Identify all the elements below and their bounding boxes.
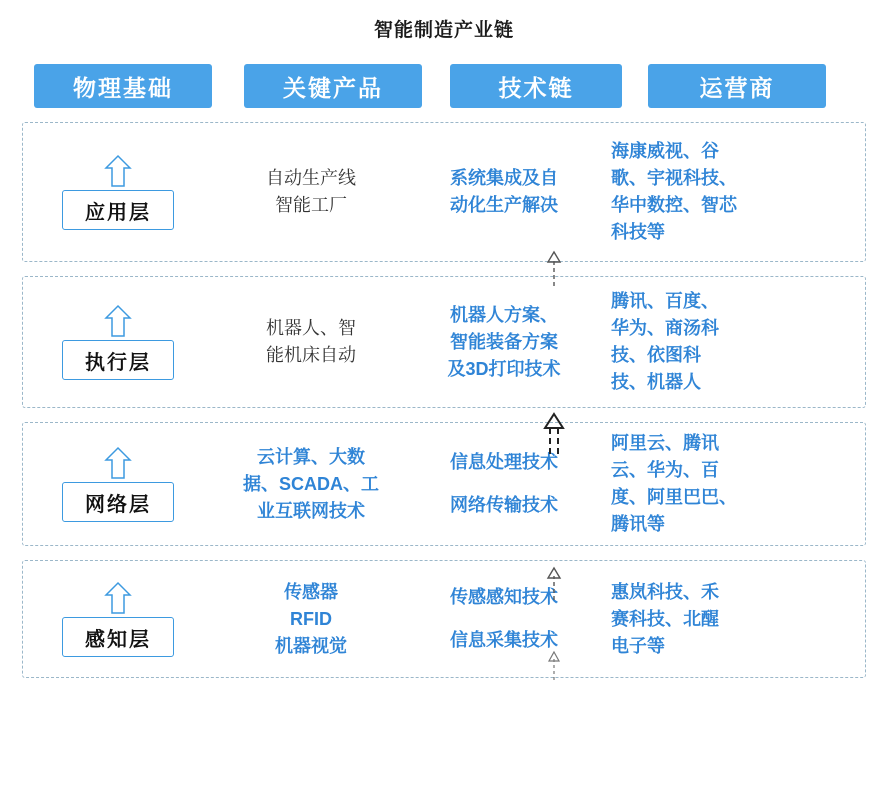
product-line: 据、SCADA、工	[242, 473, 379, 494]
product-line: 智能工厂	[275, 195, 347, 215]
layer-row	[22, 276, 866, 408]
layer-products	[213, 165, 409, 219]
layer-name-application: 应用层	[62, 190, 174, 230]
tech-line: 传感感知技术	[450, 587, 558, 607]
operator-line: 海康威视、谷	[611, 141, 719, 161]
operator-line: 华中数控、智芯	[611, 195, 737, 215]
operator-line: 腾讯、百度、	[611, 291, 719, 311]
operator-line: 度、阿里巴巴、	[611, 487, 737, 507]
layer-label-cell	[23, 581, 213, 657]
layer-name-network: 网络层	[62, 482, 174, 522]
tech-line: 信息采集技术	[450, 630, 558, 650]
column-header-operators: 运营商	[648, 64, 826, 108]
operator-line: 华为、商汤科	[611, 318, 719, 338]
product-line: 业互联网技术	[257, 500, 365, 521]
layer-row	[22, 122, 866, 262]
layer-rows	[0, 122, 888, 678]
tech-spacer	[409, 611, 599, 627]
dashed-arrow-up-icon	[542, 250, 566, 286]
operator-line: 科技等	[611, 222, 665, 242]
operator-line: 赛科技、北醒	[611, 608, 719, 629]
operator-line: 云、华为、百	[611, 460, 719, 480]
operator-line: 技、依图科	[611, 345, 701, 365]
tech-line: 信息处理技术	[450, 452, 558, 472]
arrow-up-icon	[103, 446, 133, 480]
page-title: 智能制造产业链	[373, 20, 514, 41]
arrow-up-icon	[103, 154, 133, 188]
operator-line: 惠岚科技、禾	[611, 581, 719, 602]
layer-tech	[409, 165, 599, 219]
arrow-up-icon	[103, 581, 133, 615]
product-line: 云计算、大数	[257, 446, 365, 467]
layer-operators	[599, 138, 865, 246]
layer-row	[22, 422, 866, 546]
layer-name-execution: 执行层	[62, 340, 174, 380]
operator-line: 阿里云、腾讯	[611, 433, 719, 453]
tech-spacer	[409, 476, 599, 492]
tech-line: 及3D打印技术	[447, 358, 561, 379]
product-line: 传感器	[284, 581, 338, 602]
layer-operators	[599, 430, 865, 538]
layer-products	[213, 579, 409, 660]
tech-line: 智能装备方案	[450, 331, 558, 352]
dashed-arrow-up-icon	[542, 566, 566, 600]
product-line: 机器视觉	[275, 635, 347, 656]
arrow-up-icon	[103, 304, 133, 338]
dashed-arrow-up-icon	[542, 650, 566, 680]
product-line: 机器人、智	[266, 318, 356, 338]
operator-line: 技、机器人	[611, 372, 701, 392]
tech-line: 机器人方案、	[450, 304, 558, 325]
column-header-key-products: 关键产品	[244, 64, 422, 108]
operator-line: 歌、宇视科技、	[611, 168, 737, 188]
layer-tech	[409, 584, 599, 654]
product-line: RFID	[290, 608, 332, 629]
layer-row	[22, 560, 866, 678]
dashed-arrow-up-icon	[542, 412, 566, 454]
layer-operators	[599, 288, 865, 396]
layer-tech	[409, 302, 599, 383]
layer-label-cell	[23, 304, 213, 380]
layer-label-cell	[23, 154, 213, 230]
column-header-tech-chain: 技术链	[450, 64, 622, 108]
operator-line: 电子等	[611, 635, 665, 656]
operator-line: 腾讯等	[611, 514, 665, 534]
column-headers	[0, 64, 888, 108]
layer-label-cell	[23, 446, 213, 522]
product-line: 能机床自动	[266, 345, 356, 365]
tech-line: 动化生产解决	[450, 195, 558, 215]
tech-line: 系统集成及自	[450, 168, 558, 188]
column-header-physical-base: 物理基础	[34, 64, 212, 108]
layer-products	[213, 444, 409, 525]
layer-name-perception: 感知层	[62, 617, 174, 657]
layer-products	[213, 315, 409, 369]
layer-operators	[599, 579, 865, 660]
tech-line: 网络传输技术	[450, 495, 558, 515]
layer-tech	[409, 449, 599, 519]
product-line: 自动生产线	[266, 168, 356, 188]
